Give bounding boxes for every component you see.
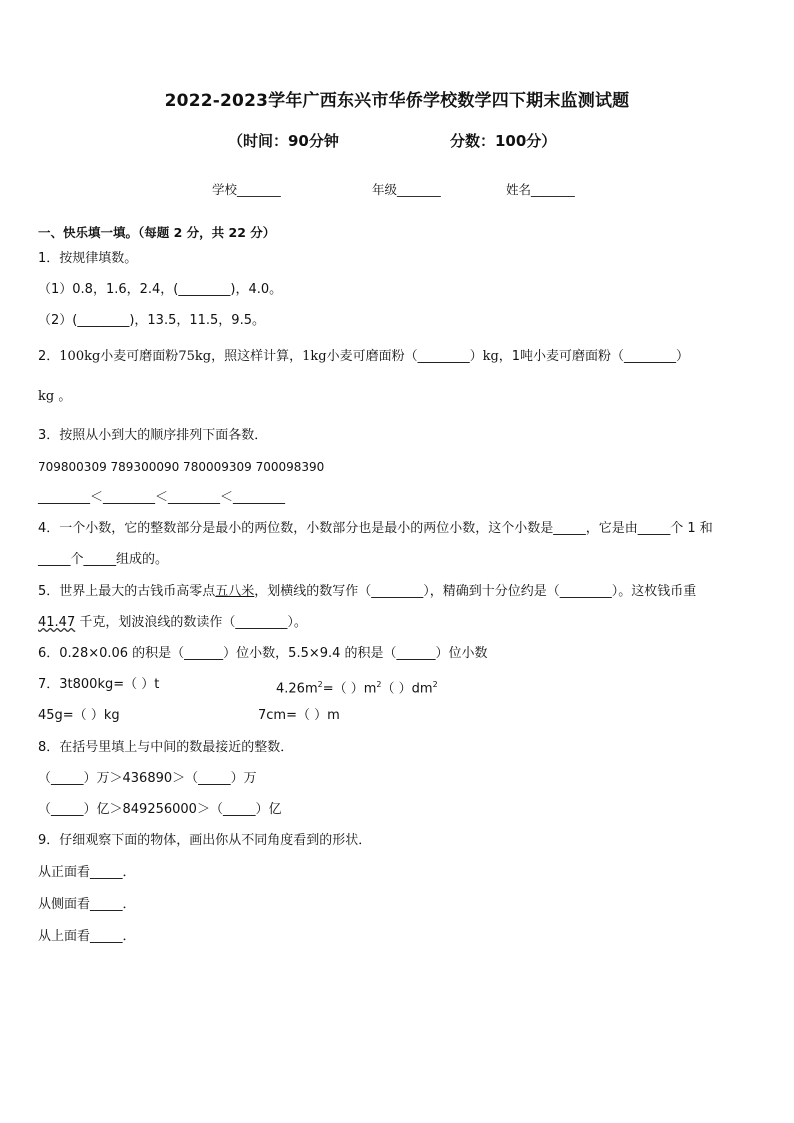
question-2-number: 2． <box>38 349 60 364</box>
question-4-line-1: 4．一个小数，它的整数部分是最小的两位数，小数部分也是最小的两位小数，这个小数是_____，它是由_____个 1 和 <box>38 521 713 536</box>
unit-kg-1: kg <box>482 349 499 364</box>
question-4-line-2: _____个_____组成的。 <box>38 552 169 567</box>
time-limit: （时间：90分钟 <box>228 132 339 150</box>
question-2-text-1: 小麦可磨面粉 <box>100 349 179 364</box>
question-2-end: 。 <box>58 389 72 404</box>
page-title: 2022-2023学年广西东兴市华侨学校数学四下期末监测试题 <box>164 91 630 111</box>
question-9-stem: 9．仔细观察下面的物体，画出你从不同角度看到的形状． <box>38 833 372 848</box>
area-blank-m2: =（ ）m <box>322 681 377 697</box>
question-1-part-2: （2）(________)，13.5，11.5，9.5。 <box>38 313 265 328</box>
question-8-part-2: （_____）亿＞849256000＞（_____）亿 <box>38 802 282 817</box>
question-3-numbers: 709800309 789300090 780009309 700098390 <box>38 460 325 474</box>
quantity-75kg: 75kg <box>178 349 212 364</box>
quantity-100kg: 100kg <box>59 349 101 364</box>
school-field[interactable]: 学校_______ <box>212 182 281 197</box>
area-value: 4.26m <box>276 681 318 697</box>
question-3-stem: 3．按照从小到大的顺序排列下面各数． <box>38 428 268 443</box>
question-1-part-1: （1）0.8，1.6，2.4，(________)，4.0。 <box>38 282 283 297</box>
grade-field[interactable]: 年级_______ <box>372 182 441 197</box>
underlined-number: 五八米 <box>215 584 255 599</box>
unit-kg-2: kg <box>38 389 55 404</box>
question-5-line-1 <box>38 583 696 601</box>
question-1-stem: 1．按规律填数。 <box>38 251 138 266</box>
question-8-part-1: （_____）万＞436890＞（_____）万 <box>38 771 257 786</box>
question-3-order: ________＜________＜________＜________ <box>38 490 286 505</box>
question-5-text-1: 5．世界上最大的古钱币高零点 <box>38 584 216 599</box>
question-9-front-view: 从正面看_____． <box>38 865 136 880</box>
question-2-blank-1: 小麦可磨面粉（________） <box>326 349 483 364</box>
quantity-1kg: 1kg <box>302 349 327 364</box>
question-7-part-d: 7cm=（ ）m <box>258 708 340 723</box>
question-7-part-a: 7．3t800kg=（ ）t <box>38 677 160 692</box>
wavy-underlined-number: 41.47 <box>38 615 76 630</box>
question-9-side-view: 从侧面看_____． <box>38 897 136 912</box>
total-score: 分数：100分） <box>450 132 557 150</box>
question-2-blank-2: ，1吨小麦可磨面粉（________） <box>498 349 690 364</box>
question-2 <box>38 348 689 366</box>
superscript: 2 <box>317 680 323 689</box>
question-6: 6．0.28×0.06 的积是（______）位小数，5.5×9.4 的积是（______）位小数 <box>38 646 488 661</box>
area-blank-dm2: （ ）dm <box>381 681 433 697</box>
question-5-text-2: ，划横线的数写作（________），精确到十分位约是（________）。这枚钱币重 <box>254 584 697 599</box>
question-5-text-3: 千克，划波浪线的数读作（________）。 <box>79 615 307 630</box>
question-2-continued <box>38 388 71 406</box>
question-2-text-2: ，照这样计算， <box>211 349 303 364</box>
question-5-line-2 <box>38 614 307 632</box>
superscript: 2 <box>376 680 382 689</box>
name-field[interactable]: 姓名_______ <box>506 182 575 197</box>
superscript: 2 <box>432 680 438 689</box>
question-7-part-b <box>276 676 438 698</box>
question-8-stem: 8．在括号里填上与中间的数最接近的整数． <box>38 740 294 755</box>
section-heading: 一、快乐填一填。（每题 2 分，共 22 分） <box>38 225 276 240</box>
question-7-part-c: 45g=（ ）kg <box>38 708 120 723</box>
question-9-top-view: 从上面看_____． <box>38 929 136 944</box>
